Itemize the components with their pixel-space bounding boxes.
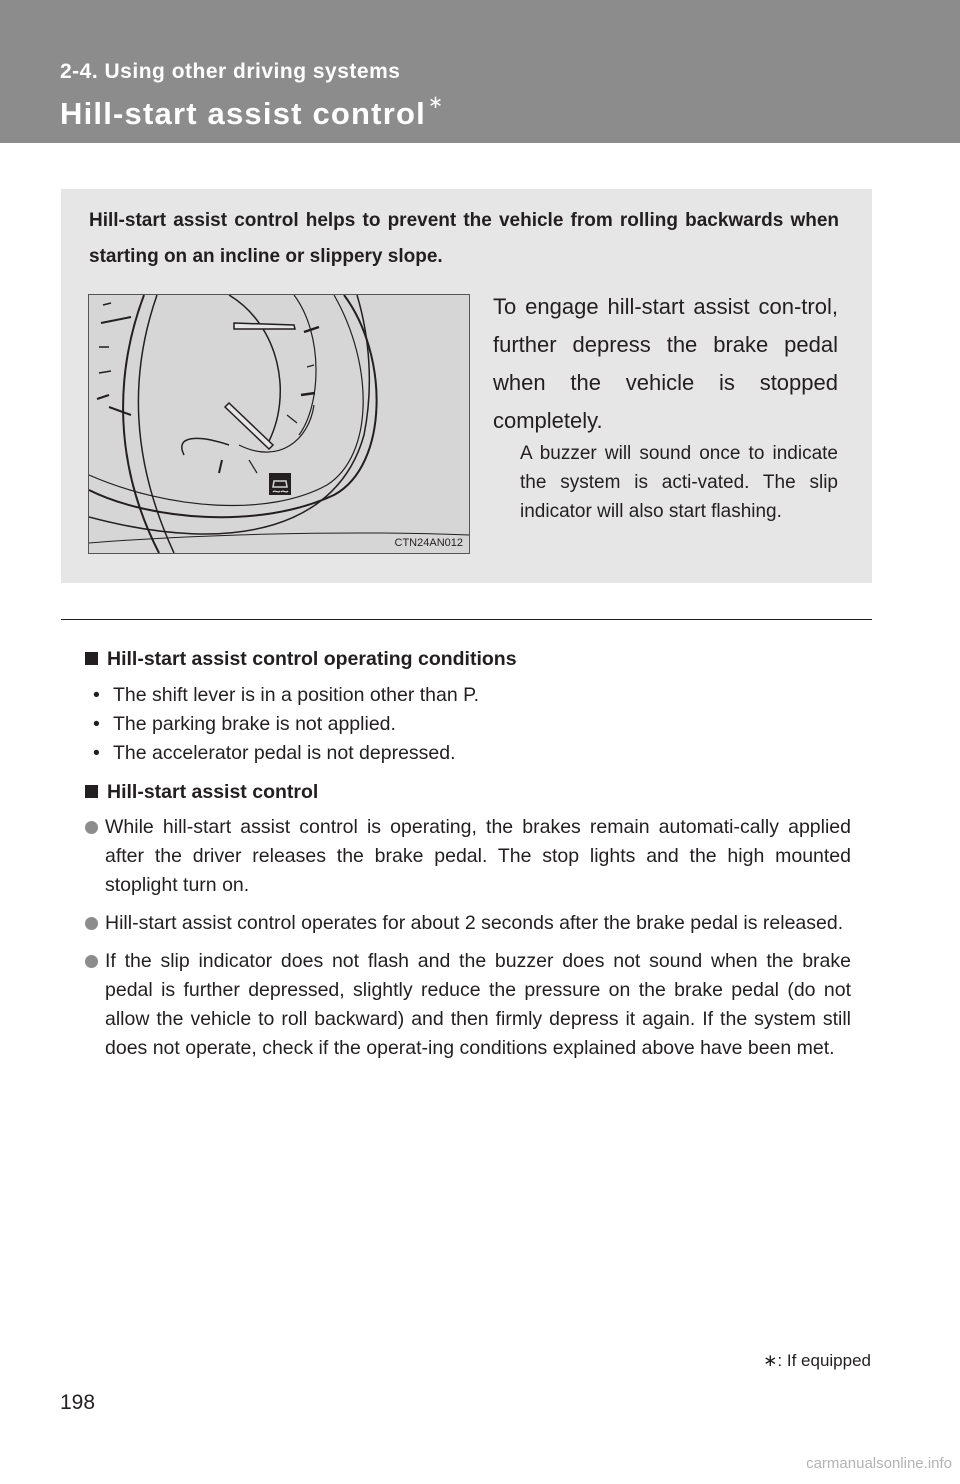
title-asterisk: ∗ [427, 92, 445, 112]
slip-indicator-icon [269, 473, 291, 495]
circle-bullet-icon [85, 917, 98, 930]
control-heading [85, 777, 851, 807]
footnote [763, 1351, 871, 1371]
section-divider [61, 619, 872, 620]
body-content [85, 644, 851, 1072]
footnote-asterisk: ∗ [763, 1351, 778, 1370]
section-title: 2-4. Using other driving systems [60, 60, 401, 83]
step-note: A buzzer will sound once to indicate the system is acti-vated. The slip indicator will also start flashing. [520, 443, 838, 522]
page-number: 198 [60, 1391, 96, 1414]
instrument-cluster-gauge-icon [89, 295, 469, 553]
intro-text: Hill-start assist control helps to prevent the vehicle from rolling backwards when starting on an incline or slippery slope. [89, 210, 839, 267]
list-item [85, 947, 851, 1063]
list-item: • The accelerator pedal is not depressed. [85, 739, 851, 768]
figure-code: CTN24AN012 [394, 537, 463, 549]
page-header [0, 0, 960, 143]
watermark: carmanualsonline.info [806, 1455, 952, 1472]
list-item [85, 813, 851, 900]
operating-conditions-heading [85, 644, 851, 674]
page-title [60, 92, 445, 132]
list-item: • The parking brake is not applied. [85, 710, 851, 739]
circle-bullet-icon [85, 821, 98, 834]
control-list [85, 813, 851, 1063]
list-item-text: Hill-start assist control operates for about 2 seconds after the brake pedal is released. [105, 912, 844, 934]
control-heading-text: Hill-start assist control [107, 781, 319, 803]
list-item-text: If the slip indicator does not flash and the buzzer does not sound when the brake pedal is further depressed, slightly reduce the pressure on the brake pedal (do not allow the vehicle to roll backward) and then firmly depress it again. If the system still does not operate, check if the operat-ing conditions explained above have been met. [105, 950, 851, 1059]
list-item [85, 909, 851, 938]
instrument-cluster-figure [88, 294, 470, 554]
list-item-text: While hill-start assist control is operating, the brakes remain automati-cally applied after the driver releases the brake pedal. The stop lights and the high mounted stoplight turn on. [105, 816, 851, 896]
list-item: • The shift lever is in a position other than P. [85, 681, 851, 710]
circle-bullet-icon [85, 955, 98, 968]
step-instruction: To engage hill-start assist con-trol, further depress the brake pedal when the vehicle is stopped completely. [493, 294, 838, 433]
operating-conditions-heading-text: Hill-start assist control operating conditions [107, 648, 517, 670]
square-bullet-icon [85, 785, 98, 798]
page-title-text: Hill-start assist control [60, 96, 426, 131]
footnote-text: : If equipped [777, 1351, 871, 1370]
intro-box [61, 189, 872, 583]
square-bullet-icon [85, 652, 98, 665]
operating-conditions-list [85, 681, 851, 768]
